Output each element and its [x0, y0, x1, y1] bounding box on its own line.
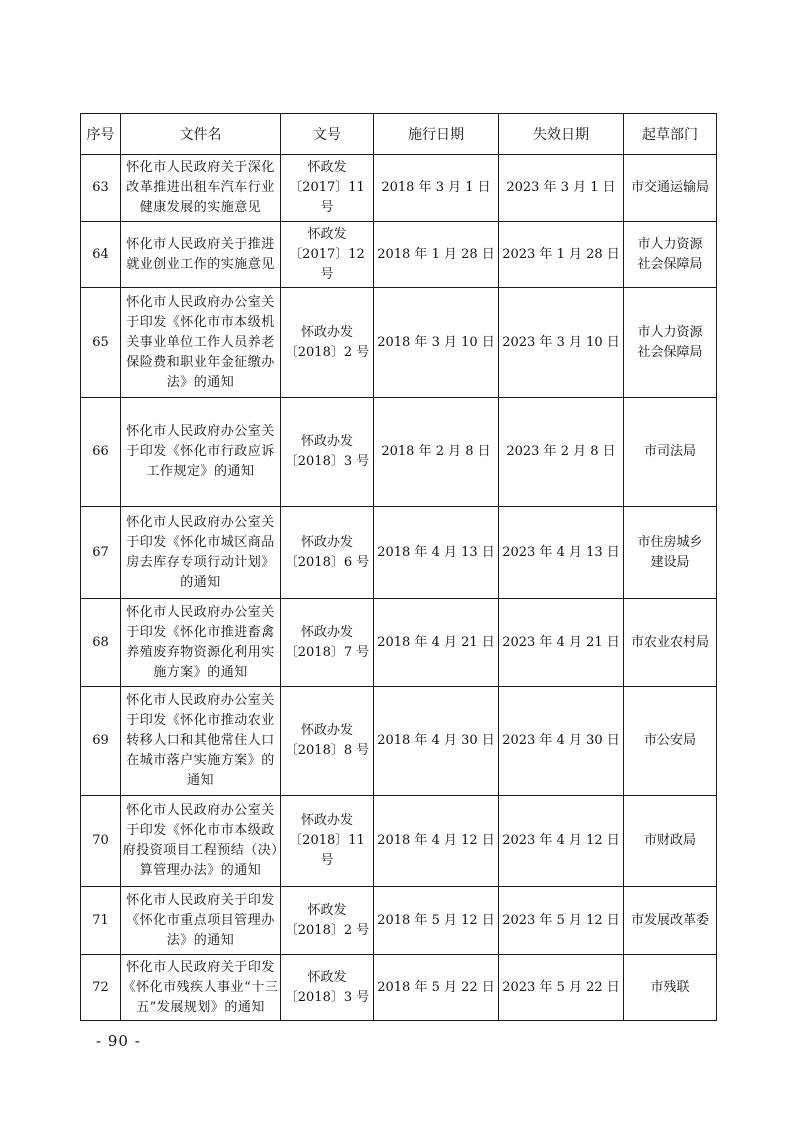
cell-department — [624, 398, 717, 507]
cell-title: 怀化市人民政府办公室关于印发《怀化市推进畜禽养殖废弃物资源化利用实施方案》的通知 — [121, 599, 281, 687]
cell-no: 71 — [81, 887, 121, 955]
cell-title: 怀化市人民政府关于深化改革推进出租车汽车行业健康发展的实施意见 — [121, 155, 281, 222]
doc-no-number: 〔2018〕8 号 — [284, 743, 370, 758]
doc-no-number: 〔2018〕3 号 — [284, 989, 370, 1005]
doc-no-number: 〔2017〕11 号 — [289, 180, 365, 215]
cell-expiry-date: 2023 年 1 月 28 日 — [499, 222, 624, 288]
doc-no-prefix: 怀政发 — [307, 902, 347, 918]
cell-department — [624, 887, 717, 955]
doc-no-number: 〔2018〕3 号 — [284, 454, 370, 469]
cell-expiry-date: 2023 年 4 月 13 日 — [499, 507, 624, 599]
cell-doc-no — [281, 155, 374, 222]
department-line: 市人力资源 — [637, 324, 703, 340]
department-line: 市发展改革委 — [630, 912, 709, 928]
doc-no-prefix: 怀政办发 — [300, 534, 353, 550]
cell-no: 64 — [81, 222, 121, 288]
header-effective-date: 施行日期 — [374, 114, 499, 155]
cell-effective-date: 2018 年 3 月 1 日 — [374, 155, 499, 222]
cell-effective-date: 2018 年 4 月 30 日 — [374, 687, 499, 796]
regulations-table — [80, 113, 717, 1021]
cell-expiry-date: 2023 年 4 月 30 日 — [499, 687, 624, 796]
department-line: 市住房城乡 — [637, 534, 703, 550]
header-department: 起草部门 — [624, 114, 717, 155]
cell-doc-no — [281, 796, 374, 887]
department-line: 建设局 — [650, 554, 690, 570]
cell-no: 67 — [81, 507, 121, 599]
table-row — [81, 398, 717, 507]
department-line: 社会保障局 — [637, 344, 703, 360]
page-number: - 90 - — [96, 1032, 141, 1050]
doc-no-prefix: 怀政发 — [307, 160, 347, 175]
header-no: 序号 — [81, 114, 121, 155]
cell-effective-date: 2018 年 4 月 21 日 — [374, 599, 499, 687]
cell-effective-date: 2018 年 3 月 10 日 — [374, 288, 499, 398]
cell-no: 70 — [81, 796, 121, 887]
department-line: 市司法局 — [643, 444, 696, 459]
cell-doc-no — [281, 887, 374, 955]
table-body — [81, 155, 717, 1021]
doc-no-prefix: 怀政发 — [307, 969, 347, 985]
cell-title: 怀化市人民政府关于印发《怀化市重点项目管理办法》的通知 — [121, 887, 281, 955]
cell-no: 68 — [81, 599, 121, 687]
cell-title: 怀化市人民政府办公室关于印发《怀化市城区商品房去库存专项行动计划》的通知 — [121, 507, 281, 599]
department-line: 市人力资源 — [637, 236, 703, 252]
department-line: 社会保障局 — [637, 256, 703, 272]
doc-no-prefix: 怀政办发 — [300, 624, 353, 640]
header-title: 文件名 — [121, 114, 281, 155]
cell-title: 怀化市人民政府办公室关于印发《怀化市市本级机关事业单位工作人员养老保险费和职业年金征缴办法》的通知 — [121, 288, 281, 398]
cell-expiry-date: 2023 年 4 月 21 日 — [499, 599, 624, 687]
cell-no: 72 — [81, 955, 121, 1021]
table-header — [81, 114, 717, 155]
cell-expiry-date: 2023 年 2 月 8 日 — [499, 398, 624, 507]
department-line: 市农业农村局 — [630, 634, 709, 650]
cell-title: 怀化市人民政府关于推进就业创业工作的实施意见 — [121, 222, 281, 288]
cell-effective-date: 2018 年 2 月 8 日 — [374, 398, 499, 507]
doc-no-number: 〔2018〕7 号 — [284, 644, 370, 660]
cell-department — [624, 796, 717, 887]
doc-no-number: 〔2017〕12 号 — [289, 246, 365, 282]
doc-no-number: 〔2018〕6 号 — [284, 554, 370, 570]
cell-department — [624, 687, 717, 796]
department-line: 市交通运输局 — [630, 180, 709, 195]
cell-expiry-date: 2023 年 3 月 10 日 — [499, 288, 624, 398]
header-row — [81, 114, 717, 155]
table-row — [81, 155, 717, 222]
doc-no-prefix: 怀政发 — [307, 226, 347, 242]
department-line: 市公安局 — [643, 733, 696, 748]
table-row — [81, 796, 717, 887]
doc-no-prefix: 怀政办发 — [300, 813, 353, 828]
cell-doc-no — [281, 288, 374, 398]
cell-effective-date: 2018 年 4 月 13 日 — [374, 507, 499, 599]
cell-doc-no — [281, 222, 374, 288]
cell-no: 65 — [81, 288, 121, 398]
doc-no-prefix: 怀政办发 — [300, 434, 353, 449]
cell-no: 69 — [81, 687, 121, 796]
cell-effective-date: 2018 年 5 月 12 日 — [374, 887, 499, 955]
cell-doc-no — [281, 687, 374, 796]
doc-no-number: 〔2018〕2 号 — [284, 344, 370, 360]
department-line: 市财政局 — [643, 833, 696, 848]
cell-no: 63 — [81, 155, 121, 222]
cell-effective-date: 2018 年 4 月 12 日 — [374, 796, 499, 887]
department-line: 市残联 — [650, 979, 690, 995]
doc-no-prefix: 怀政办发 — [300, 723, 353, 738]
cell-effective-date: 2018 年 1 月 28 日 — [374, 222, 499, 288]
cell-expiry-date: 2023 年 5 月 12 日 — [499, 887, 624, 955]
doc-no-prefix: 怀政办发 — [300, 324, 353, 340]
cell-title: 怀化市人民政府关于印发《怀化市残疾人事业“十三五”发展规划》的通知 — [121, 955, 281, 1021]
cell-expiry-date: 2023 年 4 月 12 日 — [499, 796, 624, 887]
cell-department — [624, 155, 717, 222]
cell-department — [624, 507, 717, 599]
table-row — [81, 222, 717, 288]
cell-doc-no — [281, 398, 374, 507]
table-row — [81, 288, 717, 398]
cell-department — [624, 955, 717, 1021]
table-row — [81, 687, 717, 796]
table-row — [81, 887, 717, 955]
cell-expiry-date: 2023 年 3 月 1 日 — [499, 155, 624, 222]
table-row — [81, 955, 717, 1021]
cell-expiry-date: 2023 年 5 月 22 日 — [499, 955, 624, 1021]
cell-title: 怀化市人民政府办公室关于印发《怀化市推动农业转移人口和其他常住人口在城市落户实施方案》的通知 — [121, 687, 281, 796]
cell-effective-date: 2018 年 5 月 22 日 — [374, 955, 499, 1021]
cell-doc-no — [281, 955, 374, 1021]
cell-title: 怀化市人民政府办公室关于印发《怀化市行政应诉工作规定》的通知 — [121, 398, 281, 507]
doc-no-number: 〔2018〕11 号 — [289, 833, 365, 868]
header-expiry-date: 失效日期 — [499, 114, 624, 155]
doc-no-number: 〔2018〕2 号 — [284, 922, 370, 938]
header-doc-no: 文号 — [281, 114, 374, 155]
cell-department — [624, 599, 717, 687]
cell-doc-no — [281, 599, 374, 687]
table-row — [81, 599, 717, 687]
cell-title: 怀化市人民政府办公室关于印发《怀化市市本级政府投资项目工程预结（决）算管理办法》的通知 — [121, 796, 281, 887]
cell-department — [624, 222, 717, 288]
table-row — [81, 507, 717, 599]
cell-doc-no — [281, 507, 374, 599]
cell-no: 66 — [81, 398, 121, 507]
cell-department — [624, 288, 717, 398]
